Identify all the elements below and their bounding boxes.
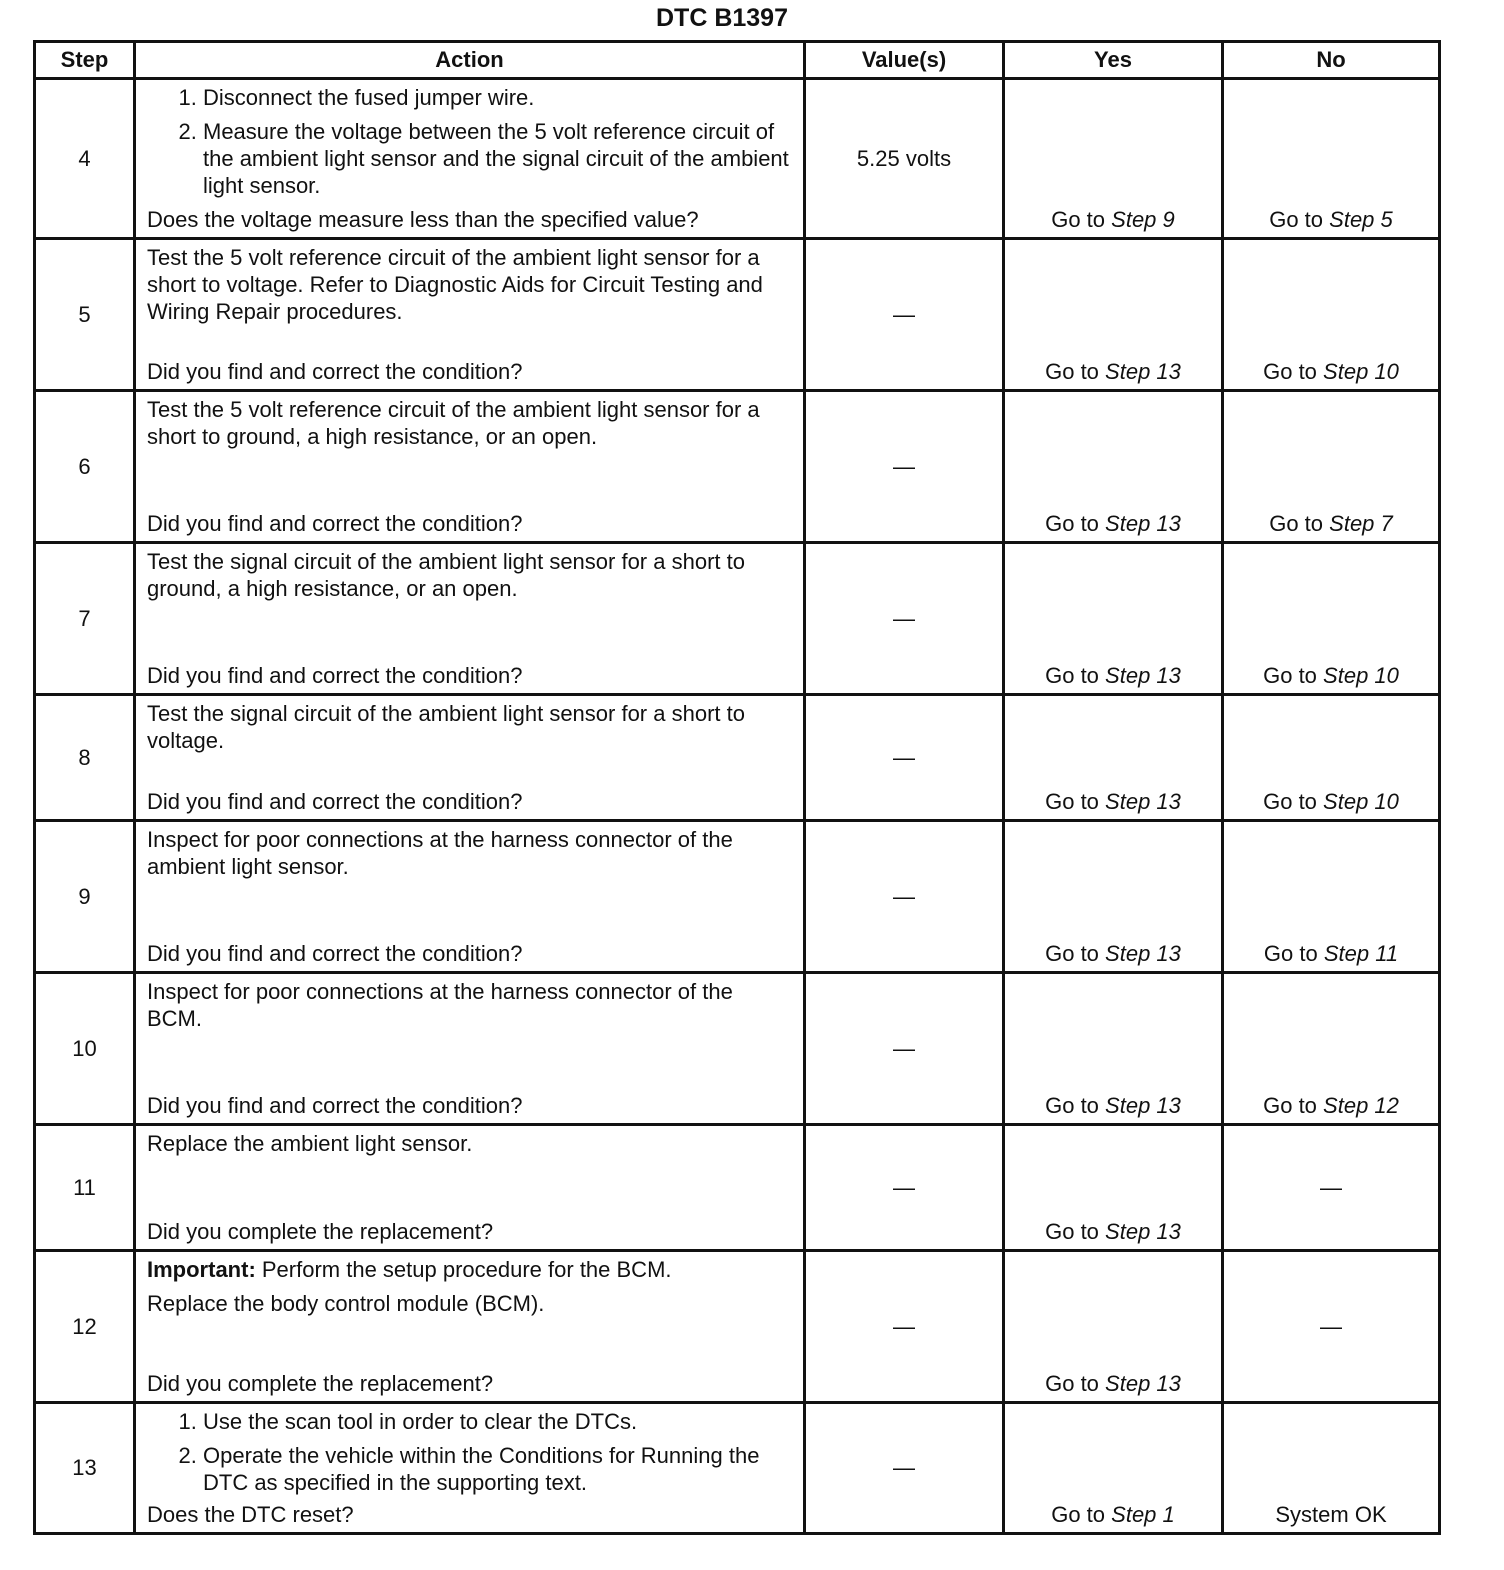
action-paragraph: Test the signal circuit of the ambient light sensor for a short to ground, a high resistance, or an open. xyxy=(147,549,745,601)
action-instructions xyxy=(147,84,793,203)
step-number: 5 xyxy=(35,239,135,391)
action-paragraph: Test the signal circuit of the ambient light sensor for a short to voltage. xyxy=(147,701,745,753)
header-values: Value(s) xyxy=(805,42,1004,79)
action-content xyxy=(136,822,803,971)
yes-cell xyxy=(1004,1403,1223,1534)
action-content xyxy=(136,1404,803,1532)
yes-step-link: Step 13 xyxy=(1105,359,1181,384)
important-note xyxy=(147,1256,793,1283)
no-cell: — xyxy=(1223,1125,1440,1251)
goto-prefix: Go to xyxy=(1263,663,1317,688)
action-content xyxy=(136,1126,803,1249)
goto-prefix: Go to xyxy=(1263,359,1317,384)
goto-prefix: Go to xyxy=(1045,1371,1099,1396)
action-content xyxy=(136,392,803,541)
action-paragraph: Inspect for poor connections at the harness connector of the BCM. xyxy=(147,979,733,1031)
action-question: Did you find and correct the condition? xyxy=(147,663,523,688)
action-cell xyxy=(135,543,805,695)
step-number: 9 xyxy=(35,821,135,973)
value-cell: — xyxy=(805,1403,1004,1534)
action-list xyxy=(147,1408,793,1496)
step-number: 8 xyxy=(35,695,135,821)
action-cell xyxy=(135,695,805,821)
yes-cell xyxy=(1004,79,1223,239)
action-cell xyxy=(135,239,805,391)
action-cell xyxy=(135,1251,805,1403)
action-cell xyxy=(135,79,805,239)
table-header-row xyxy=(35,42,1440,79)
goto-prefix: Go to xyxy=(1045,663,1099,688)
step-number: 11 xyxy=(35,1125,135,1251)
yes-cell xyxy=(1004,391,1223,543)
action-paragraph: Inspect for poor connections at the harness connector of the ambient light sensor. xyxy=(147,827,733,879)
yes-step-link: Step 13 xyxy=(1105,789,1181,814)
table-row xyxy=(35,1403,1440,1534)
action-instructions xyxy=(147,548,793,602)
header-action: Action xyxy=(135,42,805,79)
table-row xyxy=(35,973,1440,1125)
yes-cell xyxy=(1004,695,1223,821)
no-cell xyxy=(1223,79,1440,239)
action-cell xyxy=(135,391,805,543)
action-instructions xyxy=(147,1256,793,1317)
table-row xyxy=(35,695,1440,821)
no-step-link: Step 5 xyxy=(1329,207,1393,232)
important-text: Perform the setup procedure for the BCM. xyxy=(255,1257,672,1282)
value-cell: 5.25 volts xyxy=(805,79,1004,239)
action-paragraph: Test the 5 volt reference circuit of the ambient light sensor for a short to ground, a high resistance, or an open. xyxy=(147,397,760,449)
table-row xyxy=(35,239,1440,391)
important-label: Important: xyxy=(147,1257,256,1282)
table-row xyxy=(35,821,1440,973)
no-step-link: Step 10 xyxy=(1323,359,1399,384)
value-cell: — xyxy=(805,821,1004,973)
action-cell xyxy=(135,973,805,1125)
yes-step-link: Step 13 xyxy=(1105,663,1181,688)
yes-cell xyxy=(1004,1251,1223,1403)
action-question: Did you find and correct the condition? xyxy=(147,789,523,814)
step-number: 7 xyxy=(35,543,135,695)
action-question: Did you find and correct the condition? xyxy=(147,1093,523,1118)
step-number: 12 xyxy=(35,1251,135,1403)
action-question: Does the voltage measure less than the specified value? xyxy=(147,207,699,232)
value-cell: — xyxy=(805,973,1004,1125)
value-cell: — xyxy=(805,239,1004,391)
yes-cell xyxy=(1004,543,1223,695)
no-step-link: Step 11 xyxy=(1323,941,1399,966)
yes-cell xyxy=(1004,239,1223,391)
action-question: Did you find and correct the condition? xyxy=(147,359,523,384)
goto-prefix: Go to xyxy=(1051,207,1106,232)
action-list-item: 2. Operate the vehicle within the Conditions for Running the DTC as specified in the supporting text. xyxy=(203,1442,793,1496)
goto-prefix: Go to xyxy=(1045,1219,1099,1244)
action-instructions xyxy=(147,1408,793,1500)
action-content xyxy=(136,80,803,237)
step-number: 6 xyxy=(35,391,135,543)
action-paragraph: Test the 5 volt reference circuit of the ambient light sensor for a short to voltage. Refer to Diagnostic Aids for Circuit Testing and Wiring Repair procedures. xyxy=(147,245,763,324)
action-instructions xyxy=(147,244,793,325)
diagnostic-table xyxy=(33,40,1441,1535)
table-row xyxy=(35,1251,1440,1403)
goto-prefix: Go to xyxy=(1045,511,1099,536)
yes-step-link: Step 9 xyxy=(1111,207,1175,232)
step-number: 13 xyxy=(35,1403,135,1534)
yes-step-link: Step 13 xyxy=(1105,511,1181,536)
no-cell xyxy=(1223,543,1440,695)
action-instructions xyxy=(147,1130,793,1157)
action-list-item: 1. Disconnect the fused jumper wire. xyxy=(203,84,793,111)
action-content xyxy=(136,974,803,1123)
step-number: 4 xyxy=(35,79,135,239)
document-title: DTC B1397 xyxy=(656,4,788,32)
table-row xyxy=(35,1125,1440,1251)
table-row xyxy=(35,391,1440,543)
action-list-item: 1. Use the scan tool in order to clear the DTCs. xyxy=(203,1408,793,1435)
no-cell: — xyxy=(1223,1251,1440,1403)
header-no: No xyxy=(1223,42,1440,79)
action-question: Did you complete the replacement? xyxy=(147,1219,494,1244)
no-cell: System OK xyxy=(1223,1403,1440,1534)
no-step-link: Step 10 xyxy=(1323,663,1399,688)
yes-step-link: Step 13 xyxy=(1105,1219,1181,1244)
action-content xyxy=(136,544,803,693)
goto-prefix: Go to xyxy=(1269,207,1324,232)
action-cell xyxy=(135,1125,805,1251)
header-yes: Yes xyxy=(1004,42,1223,79)
action-instructions xyxy=(147,978,793,1032)
no-step-link: Step 7 xyxy=(1329,511,1393,536)
yes-step-link: Step 13 xyxy=(1105,1093,1181,1118)
goto-prefix: Go to xyxy=(1269,511,1324,536)
header-step: Step xyxy=(35,42,135,79)
yes-step-link: Step 13 xyxy=(1105,941,1181,966)
no-step-link: Step 12 xyxy=(1323,1093,1399,1118)
yes-step-link: Step 1 xyxy=(1111,1502,1175,1527)
action-cell xyxy=(135,1403,805,1534)
action-list xyxy=(147,84,793,199)
table-row xyxy=(35,543,1440,695)
no-cell xyxy=(1223,821,1440,973)
yes-cell xyxy=(1004,1125,1223,1251)
yes-cell xyxy=(1004,973,1223,1125)
value-cell: — xyxy=(805,543,1004,695)
goto-prefix: Go to xyxy=(1045,941,1099,966)
action-question: Did you find and correct the condition? xyxy=(147,941,523,966)
yes-cell xyxy=(1004,821,1223,973)
action-instructions xyxy=(147,826,793,880)
goto-prefix: Go to xyxy=(1263,789,1317,814)
action-content xyxy=(136,240,803,389)
action-question: Did you find and correct the condition? xyxy=(147,511,523,536)
goto-prefix: Go to xyxy=(1051,1502,1106,1527)
goto-prefix: Go to xyxy=(1263,1093,1317,1118)
action-question: Did you complete the replacement? xyxy=(147,1371,494,1396)
no-cell xyxy=(1223,239,1440,391)
action-paragraph: Replace the ambient light sensor. xyxy=(147,1131,473,1156)
action-instructions xyxy=(147,396,793,450)
no-cell xyxy=(1223,695,1440,821)
action-question: Does the DTC reset? xyxy=(147,1502,354,1527)
no-step-link: Step 10 xyxy=(1323,789,1399,814)
table-row xyxy=(35,79,1440,239)
action-content xyxy=(136,1252,803,1401)
action-cell xyxy=(135,821,805,973)
value-cell: — xyxy=(805,391,1004,543)
action-instructions xyxy=(147,700,793,754)
no-cell xyxy=(1223,391,1440,543)
action-paragraph: Replace the body control module (BCM). xyxy=(147,1291,545,1316)
value-cell: — xyxy=(805,1125,1004,1251)
goto-prefix: Go to xyxy=(1045,359,1099,384)
goto-prefix: Go to xyxy=(1263,941,1318,966)
yes-step-link: Step 13 xyxy=(1105,1371,1181,1396)
step-number: 10 xyxy=(35,973,135,1125)
goto-prefix: Go to xyxy=(1045,789,1099,814)
value-cell: — xyxy=(805,1251,1004,1403)
action-content xyxy=(136,696,803,819)
goto-prefix: Go to xyxy=(1045,1093,1099,1118)
no-cell xyxy=(1223,973,1440,1125)
value-cell: — xyxy=(805,695,1004,821)
action-list-item: 2. Measure the voltage between the 5 volt reference circuit of the ambient light sensor and the signal circuit of the ambient light sensor. xyxy=(203,118,793,199)
